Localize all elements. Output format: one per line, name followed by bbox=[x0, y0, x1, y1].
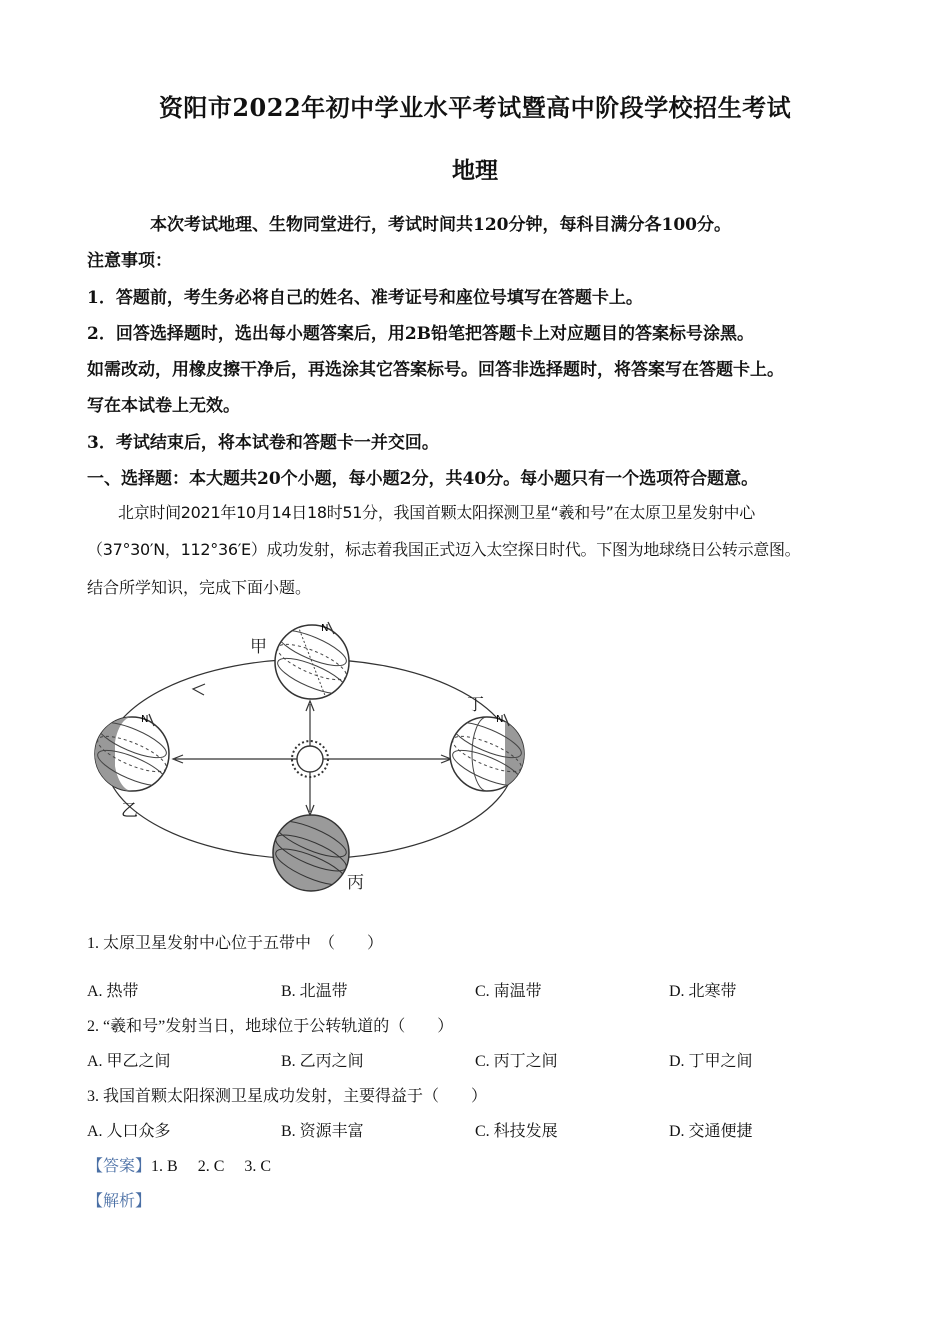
svg-text:N: N bbox=[141, 714, 149, 725]
question-1-option-b[interactable]: B. 北温带 bbox=[281, 983, 348, 1000]
question-2-stem: 2. “羲和号”发射当日，地球位于公转轨道的（ ） bbox=[87, 1018, 454, 1035]
answer-label: 【答案】 bbox=[87, 1158, 152, 1175]
section-heading: 一、选择题：本大题共20个小题，每小题2分，共40分。每小题只有一个选项符合题意。 bbox=[87, 469, 759, 489]
question-1-option-d[interactable]: D. 北寒带 bbox=[669, 983, 737, 1000]
svg-text:N: N bbox=[321, 623, 329, 634]
passage-line-3: 结合所学知识，完成下面小题。 bbox=[87, 578, 312, 597]
label-ding: 丁 bbox=[467, 695, 484, 715]
question-2-option-c[interactable]: C. 丙丁之间 bbox=[475, 1053, 558, 1070]
earth-orbit-diagram bbox=[85, 612, 535, 897]
label-yi: 乙 bbox=[121, 801, 138, 821]
earth-bing-icon bbox=[272, 814, 351, 892]
earth-ding-icon bbox=[449, 714, 527, 793]
question-2-option-a[interactable]: A. 甲乙之间 bbox=[87, 1053, 171, 1070]
answer-text: 1. B 2. C 3. C bbox=[151, 1158, 272, 1175]
label-jia: 甲 bbox=[250, 637, 267, 657]
orbit-direction-arrow-icon bbox=[193, 684, 205, 695]
notice-item-2-cont2: 写在本试卷上无效。 bbox=[87, 396, 240, 416]
notice-item-1: 1．答题前，考生务必将自己的姓名、准考证号和座位号填写在答题卡上。 bbox=[87, 288, 643, 308]
svg-text:N: N bbox=[496, 714, 504, 725]
question-2-option-d[interactable]: D. 丁甲之间 bbox=[669, 1053, 753, 1070]
passage-line-2: （37°30′N，112°36′E）成功发射，标志着我国正式迈入太空探日时代。下图为地球绕日公转示意图。 bbox=[87, 540, 801, 559]
earth-jia-icon bbox=[274, 622, 351, 701]
earth-yi-icon bbox=[94, 714, 171, 793]
question-3-option-a[interactable]: A. 人口众多 bbox=[87, 1123, 171, 1140]
sun-icon bbox=[292, 741, 328, 777]
exam-intro: 本次考试地理、生物同堂进行，考试时间共120分钟，每科目满分各100分。 bbox=[150, 215, 731, 235]
notice-heading: 注意事项： bbox=[87, 251, 172, 271]
label-bing: 丙 bbox=[347, 873, 364, 893]
question-3-option-b[interactable]: B. 资源丰富 bbox=[281, 1123, 364, 1140]
question-1-option-c[interactable]: C. 南温带 bbox=[475, 983, 542, 1000]
question-2-option-b[interactable]: B. 乙丙之间 bbox=[281, 1053, 364, 1070]
notice-item-3: 3．考试结束后，将本试卷和答题卡一并交回。 bbox=[87, 433, 439, 453]
notice-item-2: 2．回答选择题时，选出每小题答案后，用2B铅笔把答题卡上对应题目的答案标号涂黑。 bbox=[87, 324, 755, 344]
question-1-stem: 1. 太原卫星发射中心位于五带中 （ ） bbox=[87, 935, 384, 952]
passage-line-1: 北京时间2021年10月14日18时51分，我国首颗太阳探测卫星“羲和号”在太原卫星发射中心 bbox=[118, 503, 755, 522]
exam-title: 资阳市2022年初中学业水平考试暨高中阶段学校招生考试 bbox=[158, 93, 792, 122]
question-3-option-d[interactable]: D. 交通便捷 bbox=[669, 1123, 753, 1140]
analysis-label: 【解析】 bbox=[87, 1193, 152, 1210]
notice-item-2-cont: 如需改动，用橡皮擦干净后，再选涂其它答案标号。回答非选择题时，将答案写在答题卡上。 bbox=[87, 360, 784, 380]
question-1-option-a[interactable]: A. 热带 bbox=[87, 983, 139, 1000]
question-3-option-c[interactable]: C. 科技发展 bbox=[475, 1123, 558, 1140]
subject-title: 地理 bbox=[452, 157, 498, 184]
answer-row bbox=[87, 1153, 271, 1176]
question-3-stem: 3. 我国首颗太阳探测卫星成功发射，主要得益于（ ） bbox=[87, 1088, 488, 1105]
